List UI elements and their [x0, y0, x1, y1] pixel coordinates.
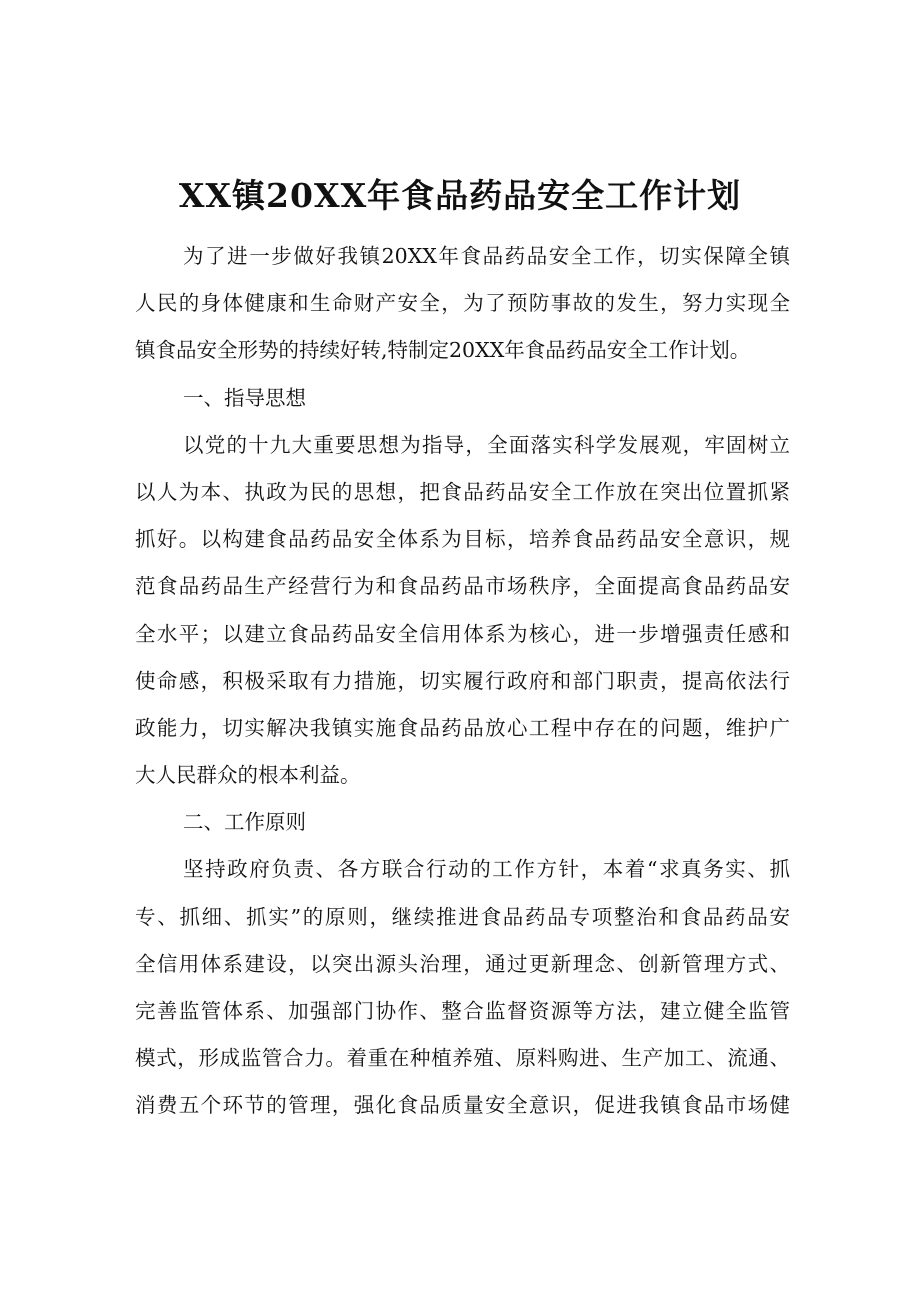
paragraph-line: 大人民群众的根本利益。 — [135, 763, 361, 788]
paragraph-line: 以党的十九大重要思想为指导，全面落实科学发展观，牢固树立 — [183, 432, 790, 457]
paragraph-line: 专、抓细、抓实”的原则，继续推进食品药品专项整治和食品药品安 — [135, 904, 790, 929]
paragraph-line: 坚持政府负责、各方联合行动的工作方针，本着“求真务实、抓 — [183, 857, 790, 882]
paragraph-line: 为了进一步做好我镇20XX年食品药品安全工作，切实保障全镇 — [183, 244, 790, 268]
paragraph-line: 完善监管体系、加强部门协作、整合监督资源等方法，建立健全监管 — [135, 999, 790, 1023]
document-body — [135, 233, 790, 1130]
paragraph-line: 政能力，切实解决我镇实施食品药品放心工程中存在的问题，维护广 — [135, 715, 790, 740]
paragraph-line: 镇食品安全形势的持续好转,特制定20XX年食品药品安全工作计划。 — [135, 338, 751, 363]
paragraph-line: 模式，形成监管合力。着重在种植养殖、原料购进、生产加工、流通、 — [135, 1046, 790, 1071]
paragraph-line: 人民的身体健康和生命财产安全，为了预防事故的发生，努力实现全 — [135, 291, 790, 316]
paragraph-line: 抓好。以构建食品药品安全体系为目标，培养食品药品安全意识，规 — [135, 527, 790, 552]
paragraph-line: 范食品药品生产经营行为和食品药品市场秩序，全面提高食品药品安 — [135, 574, 790, 599]
section-heading-guiding-thought: 一、指导思想 — [183, 385, 306, 410]
document-title: XX镇20XX年食品药品安全工作计划 — [178, 176, 742, 215]
paragraph-line: 消费五个环节的管理，强化食品质量安全意识，促进我镇食品市场健 — [135, 1093, 790, 1118]
paragraph-line: 以人为本、执政为民的思想，把食品药品安全工作放在突出位置抓紧 — [135, 479, 790, 504]
section-heading-work-principles: 二、工作原则 — [183, 810, 306, 835]
paragraph-line: 全水平；以建立食品药品安全信用体系为核心，进一步增强责任感和 — [135, 621, 790, 646]
paragraph-line: 全信用体系建设，以突出源头治理，通过更新理念、创新管理方式、 — [135, 951, 790, 976]
paragraph-line: 使命感，积极采取有力措施，切实履行政府和部门职责，提高依法行 — [135, 668, 790, 693]
